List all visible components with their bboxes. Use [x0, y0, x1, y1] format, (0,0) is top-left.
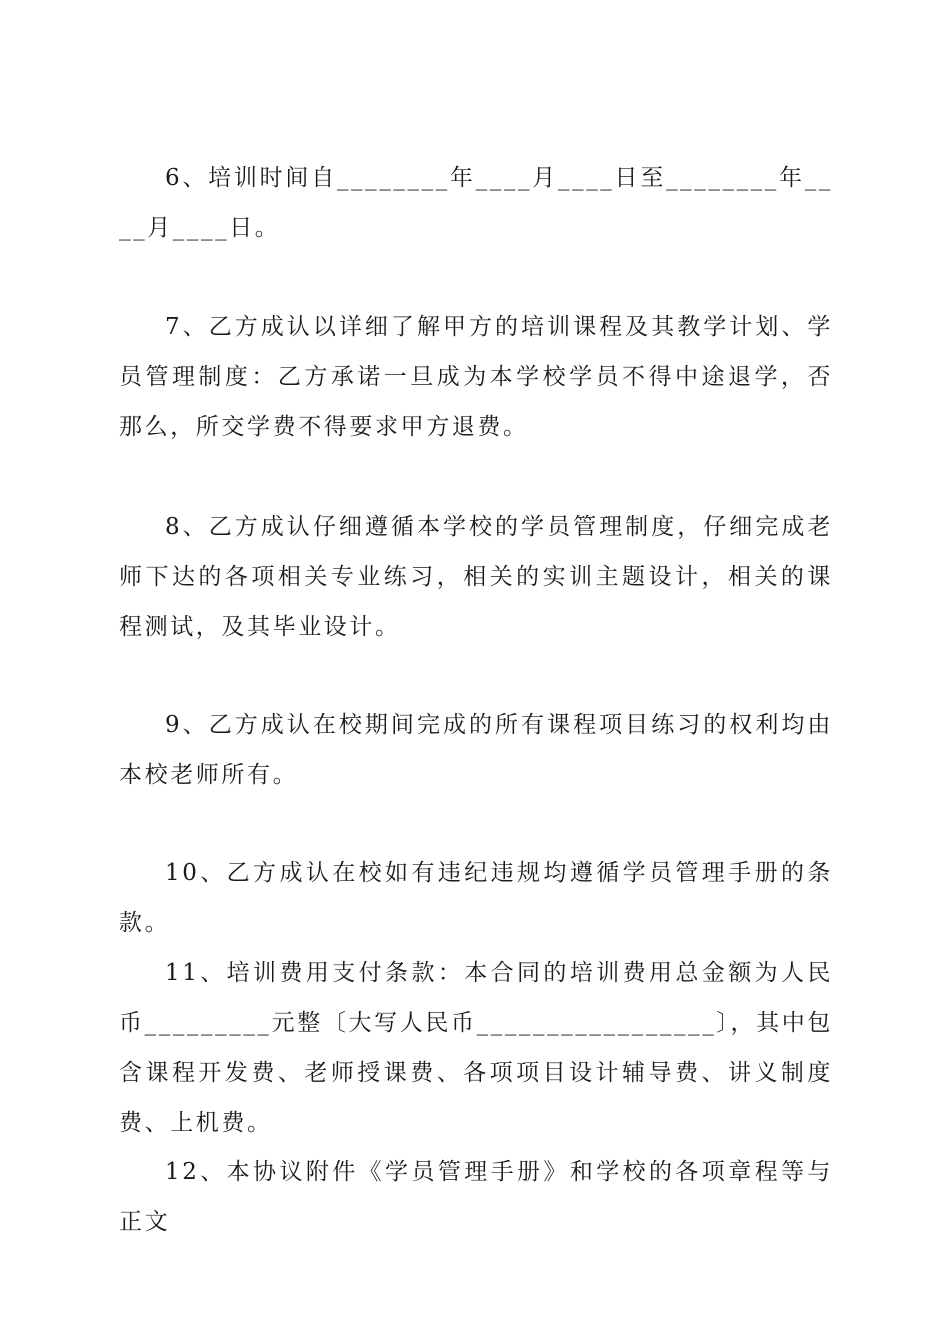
clause-9-paragraph: 9、乙方成认在校期间完成的所有课程项目练习的权利均由本校老师所有。	[119, 712, 833, 788]
clause-11-paragraph: 11、培训费用支付条款：本合同的培训费用总金额为人民币_________元整〔大写人民币_________________〕，其中包含课程开发费、老师授课费、各项项目设计辅导费、讲义制度费、上机费。	[119, 960, 833, 1136]
clause-10-paragraph: 10、乙方成认在校如有违纪违规均遵循学员管理手册的条款。	[119, 860, 833, 936]
clause-7-paragraph: 7、乙方成认以详细了解甲方的培训课程及其教学计划、学员管理制度：乙方承诺一旦成为本学校学员不得中途退学，否那么，所交学费不得要求甲方退费。	[119, 314, 833, 440]
clause-8-paragraph: 8、乙方成认仔细遵循本学校的学员管理制度，仔细完成老师下达的各项相关专业练习，相关的实训主题设计，相关的课程测试，及其毕业设计。	[119, 514, 833, 640]
clause-6-paragraph: 6、培训时间自________年____月____日至________年____月____日。	[119, 165, 833, 241]
clause-12-paragraph: 12、本协议附件《学员管理手册》和学校的各项章程等与正文	[119, 1159, 833, 1235]
